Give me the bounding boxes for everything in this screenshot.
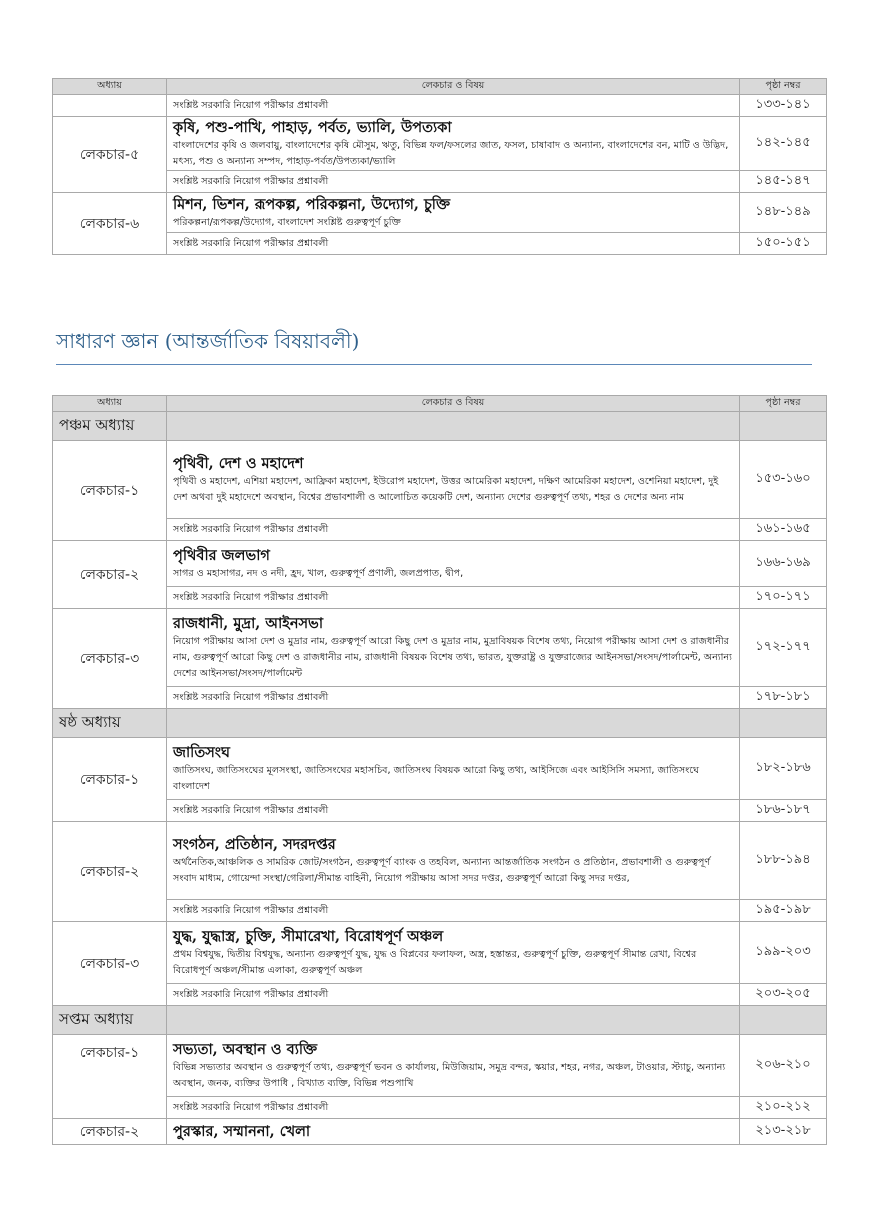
lecture-desc: জাতিসংঘ, জাতিসংঘের মূলসংস্থা, জাতিসংঘের মহাসচিব, জাতিসংঘ বিষয়ক আরো কিছু তথ্য, আইসিজে এবং আইসিসি সমস্যা, জাতিসংঘে বাংলাদেশ	[173, 765, 700, 792]
lecture-label: লেকচার-২	[53, 1119, 167, 1145]
lecture-topic	[167, 738, 740, 800]
page-range: ২০৩-২০৫	[740, 984, 827, 1006]
lecture-title: পৃথিবীর জলভাগ	[173, 547, 270, 564]
lecture-label: লেকচার-১	[53, 1035, 167, 1119]
page-range: ১৬১-১৬৫	[740, 519, 827, 541]
page-range: ১৫০-১৫১	[740, 233, 827, 255]
table-row	[53, 900, 827, 922]
toc-table-top	[52, 78, 827, 255]
lecture-desc: সাগর ও মহাসাগর, নদ ও নদী, হ্রদ, খাল, গুরুত্বপূর্ণ প্রণালী, জলপ্রপাত, দ্বীপ,	[173, 568, 464, 579]
lecture-desc: বাংলাদেশের কৃষি ও জলবায়ু, বাংলাদেশের কৃষি মৌসুম, ঋতু, বিভিন্ন ফল/ফসলের জাত, ফসল, চাষাবাদ ও অন্যান্য, বাংলাদেশের বন, মাটি ও উদ্ভিদ, মৎস্য, পশু ও অন্যান্য সম্পদ, পাহাড়-পর্বত/উপত্যকা/ভ্যালি	[173, 140, 729, 167]
page-range: ২০৬-২১০	[740, 1035, 827, 1097]
table-row	[53, 541, 827, 587]
lecture-topic	[167, 922, 740, 984]
gov-questions-label: সংশ্লিষ্ট সরকারি নিয়োগ পরীক্ষার প্রশ্নাবলী	[167, 900, 740, 922]
table-row	[53, 519, 827, 541]
header-page: পৃষ্ঠা নম্বর	[740, 79, 827, 95]
lecture-title: কৃষি, পশু-পাখি, পাহাড়, পর্বত, ভ্যালি, উপত্যকা	[173, 119, 452, 136]
lecture-desc: পৃথিবী ও মহাদেশ, এশিয়া মহাদেশ, আফ্রিকা মহাদেশ, ইউরোপ মহাদেশ, উত্তর আমেরিকা মহাদেশ, দক্ষিণ আমেরিকা মহাদেশ, ওশেনিয়া মহাদেশ, দুই দেশ অথবা দুই মহাদেশে অবস্থান, বিশ্বের প্রভাবশালী ও আলোচিত কয়েকটি দেশ, অন্যান্য দেশের গুরুত্বপূর্ণ তথ্য, শহর ও দেশের অন্য নাম	[173, 476, 719, 503]
lecture-title: সভ্যতা, অবস্থান ও ব্যক্তি	[173, 1041, 318, 1058]
table-row	[53, 922, 827, 984]
table-row	[53, 117, 827, 171]
table-row	[53, 171, 827, 193]
lecture-desc: নিয়োগ পরীক্ষায় আসা দেশ ও মুদ্রার নাম, গুরুত্বপূর্ণ আরো কিছু দেশ ও মুদ্রার নাম, মুদ্রাবিষয়ক বিশেষ তথ্য, নিয়োগ পরীক্ষায় আসা দেশ ও রাজধানীর নাম, গুরুত্বপূর্ণ আরো কিছু দেশ ও রাজধানীর নাম, রাজধানী বিষয়ক বিশেষ তথ্য, ভারত, যুক্তরাষ্ট্র ও যুক্তরাজ্যের আইনসভা/সংসদ/পার্লামেন্ট, অন্যান্য দেশের আইনসভা/সংসদ/পার্লামেন্ট	[173, 636, 732, 679]
gov-questions-label: সংশ্লিষ্ট সরকারি নিয়োগ পরীক্ষার প্রশ্নাবলী	[167, 233, 740, 255]
toc-table-main	[52, 395, 827, 1145]
chapter-row	[53, 1006, 827, 1035]
gov-questions-label: সংশ্লিষ্ট সরকারি নিয়োগ পরীক্ষার প্রশ্নাবলী	[167, 95, 740, 117]
lecture-topic	[167, 193, 740, 233]
table-row	[53, 233, 827, 255]
header-topic: লেকচার ও বিষয়	[167, 79, 740, 95]
page-range: ১৮৮-১৯৪	[740, 822, 827, 900]
lecture-label: লেকচার-৩	[53, 609, 167, 709]
page-range: ১৭৮-১৮১	[740, 687, 827, 709]
page-range: ১৪৮-১৪৯	[740, 193, 827, 233]
header-chapter: অধ্যায়	[53, 79, 167, 95]
lecture-title: মিশন, ভিশন, রূপকল্প, পরিকল্পনা, উদ্যোগ, চুক্তি	[173, 196, 451, 213]
lecture-desc: প্রথম বিশ্বযুদ্ধ, দ্বিতীয় বিশ্বযুদ্ধ, অন্যান্য গুরুত্বপূর্ণ যুদ্ধ, যুদ্ধ ও বিপ্লবের ফলাফল, অস্ত্র, হস্তান্তর, গুরুত্বপূর্ণ চুক্তি, গুরুত্বপূর্ণ সীমান্ত রেখা, বিশ্বের বিরোধপূর্ণ অঞ্চল/সীমান্ত এলাকা, গুরুত্বপূর্ণ অঞ্চল	[173, 949, 697, 976]
lecture-topic	[167, 441, 740, 519]
gov-questions-label: সংশ্লিষ্ট সরকারি নিয়োগ পরীক্ষার প্রশ্নাবলী	[167, 800, 740, 822]
table-row	[53, 1119, 827, 1145]
page-range: ১৩৩-১৪১	[740, 95, 827, 117]
table-row	[53, 800, 827, 822]
header-topic: লেকচার ও বিষয়	[167, 396, 740, 412]
lecture-desc: বিভিন্ন সভ্যতার অবস্থান ও গুরুত্বপূর্ণ তথ্য, গুরুত্বপূর্ণ ভবন ও কার্যালয়, মিউজিয়াম, সমুদ্র বন্দর, স্কয়ার, শহর, নগর, অঞ্চল, টাওয়ার, স্ট্যাচু, অন্যান্য অবস্থান, জনক, ব্যক্তির উপাধি , বিখ্যাত ব্যক্তি, বিভিন্ন পশুপাখি	[173, 1062, 726, 1089]
table-row	[53, 738, 827, 800]
page-range: ১৯৯-২০৩	[740, 922, 827, 984]
lecture-label: লেকচার-৬	[53, 193, 167, 255]
gov-questions-label: সংশ্লিষ্ট সরকারি নিয়োগ পরীক্ষার প্রশ্নাবলী	[167, 1097, 740, 1119]
chapter-name: পঞ্চম অধ্যায়	[53, 412, 167, 441]
header-page: পৃষ্ঠা নম্বর	[740, 396, 827, 412]
chapter-name: সপ্তম অধ্যায়	[53, 1006, 167, 1035]
table-header-row	[53, 79, 827, 95]
lecture-title: যুদ্ধ, যুদ্ধাস্ত্র, চুক্তি, সীমারেখা, বিরোধপূর্ণ অঞ্চল	[173, 928, 444, 945]
table-row	[53, 193, 827, 233]
chapter-cell	[53, 95, 167, 117]
table-row	[53, 1097, 827, 1119]
page-range: ১৫৩-১৬০	[740, 441, 827, 519]
page-range: ২১০-২১২	[740, 1097, 827, 1119]
gov-questions-label: সংশ্লিষ্ট সরকারি নিয়োগ পরীক্ষার প্রশ্নাবলী	[167, 984, 740, 1006]
gov-questions-label: সংশ্লিষ্ট সরকারি নিয়োগ পরীক্ষার প্রশ্নাবলী	[167, 171, 740, 193]
gov-questions-label: সংশ্লিষ্ট সরকারি নিয়োগ পরীক্ষার প্রশ্নাবলী	[167, 687, 740, 709]
lecture-desc: পরিকল্পনা/রূপকল্প/উদ্যোগ, বাংলাদেশ সংশ্লিষ্ট গুরুত্বপূর্ণ চুক্তি	[173, 217, 401, 228]
lecture-topic	[167, 541, 740, 587]
chapter-name: ষষ্ঠ অধ্যায়	[53, 709, 167, 738]
gov-questions-label: সংশ্লিষ্ট সরকারি নিয়োগ পরীক্ষার প্রশ্নাবলী	[167, 519, 740, 541]
table-row	[53, 687, 827, 709]
table-row	[53, 822, 827, 900]
lecture-title: জাতিসংঘ	[173, 744, 230, 761]
lecture-label: লেকচার-১	[53, 441, 167, 541]
lecture-topic	[167, 1035, 740, 1097]
table-row	[53, 95, 827, 117]
lecture-label: লেকচার-১	[53, 738, 167, 822]
lecture-title: পুরস্কার, সম্মাননা, খেলা	[173, 1123, 311, 1140]
lecture-title: রাজধানী, মুদ্রা, আইনসভা	[173, 615, 324, 632]
page-range: ১৭০-১৭১	[740, 587, 827, 609]
chapter-row	[53, 412, 827, 441]
lecture-label: লেকচার-২	[53, 822, 167, 922]
table-row	[53, 441, 827, 519]
lecture-label: লেকচার-৫	[53, 117, 167, 193]
page-range: ২১৩-২১৮	[740, 1119, 827, 1145]
section-heading: সাধারণ জ্ঞান (আন্তর্জাতিক বিষয়াবলী)	[56, 329, 360, 353]
page-range: ১৪৫-১৪৭	[740, 171, 827, 193]
page-range: ১৮২-১৮৬	[740, 738, 827, 800]
lecture-label: লেকচার-২	[53, 541, 167, 609]
table-row	[53, 984, 827, 1006]
table-header-row	[53, 396, 827, 412]
gov-questions-label: সংশ্লিষ্ট সরকারি নিয়োগ পরীক্ষার প্রশ্নাবলী	[167, 587, 740, 609]
table-row	[53, 1035, 827, 1097]
lecture-topic	[167, 822, 740, 900]
table-row	[53, 609, 827, 687]
page-range: ১৪২-১৪৫	[740, 117, 827, 171]
heading-underline	[56, 364, 812, 365]
page-range: ১৭২-১৭৭	[740, 609, 827, 687]
lecture-desc: অর্থনৈতিক,আঞ্চলিক ও সামরিক জোট/সংগঠন, গুরুত্বপূর্ণ ব্যাংক ও তহবিল, অন্যান্য আন্তর্জাতিক সংগঠন ও প্রতিষ্ঠান, প্রভাবশালী ও গুরুত্বপূর্ণ সংবাদ মাধ্যম, গোয়েন্দা সংস্থা/গেরিলা/সীমান্ত বাহিনী, নিয়োগ পরীক্ষায় আসা সদর দপ্তর, গুরুত্বপূর্ণ আরো কিছু সদর দপ্তর,	[173, 857, 711, 884]
table-row	[53, 587, 827, 609]
page-range: ১৮৬-১৮৭	[740, 800, 827, 822]
lecture-topic	[167, 117, 740, 171]
header-chapter: অধ্যায়	[53, 396, 167, 412]
lecture-topic	[167, 1119, 740, 1145]
lecture-title: পৃথিবী, দেশ ও মহাদেশ	[173, 455, 304, 472]
lecture-label: লেকচার-৩	[53, 922, 167, 1006]
chapter-row	[53, 709, 827, 738]
lecture-topic	[167, 609, 740, 687]
page-range: ১৯৫-১৯৮	[740, 900, 827, 922]
lecture-title: সংগঠন, প্রতিষ্ঠান, সদরদপ্তর	[173, 836, 336, 853]
page-range: ১৬৬-১৬৯	[740, 541, 827, 587]
